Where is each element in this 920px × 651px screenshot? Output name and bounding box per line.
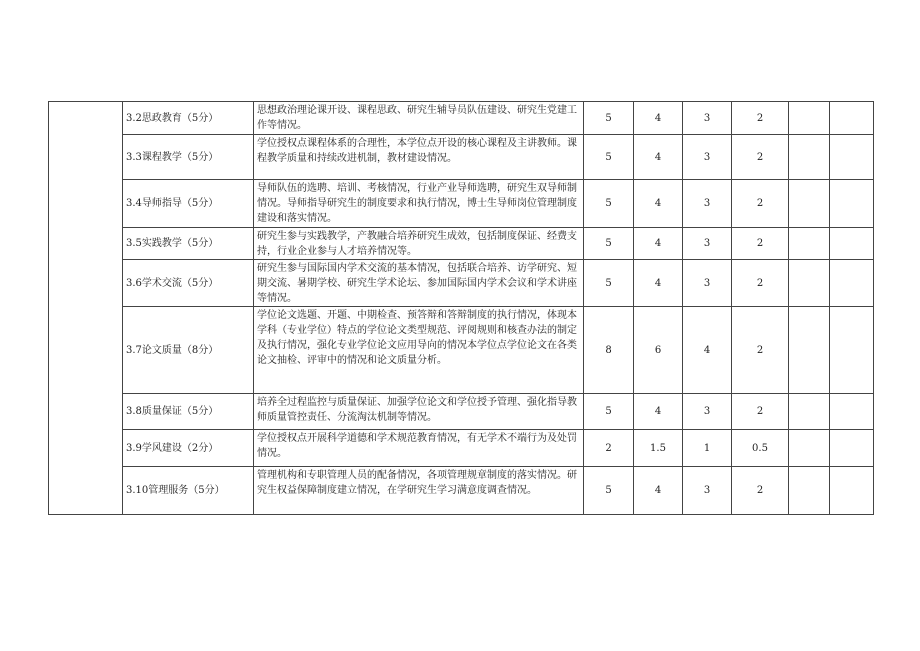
item-description: 学位论文选题、开题、中期检查、预答辩和答辩制度的执行情况，体现本学科（专业学位）特点的学位论文类型规范、评阅规则和核查办法的制定及执行情况，强化专业学位论文应用导向的情况本学位点学位论文在各类论文抽检、评审中的情况和论文质量分析。 [254,307,584,394]
score-level-4: 0.5 [732,430,789,467]
category-cell [49,102,123,515]
blank-cell [789,228,830,260]
score-level-1: 5 [584,102,634,135]
blank-cell [830,430,874,467]
score-level-2: 4 [634,467,683,515]
table-row [49,135,874,180]
blank-cell [789,135,830,180]
score-level-2: 4 [634,228,683,260]
score-level-4: 2 [732,135,789,180]
score-level-4: 2 [732,307,789,394]
score-level-1: 8 [584,307,634,394]
score-level-2: 4 [634,102,683,135]
item-name: 3.6学术交流（5分） [123,260,254,307]
blank-cell [830,180,874,228]
blank-cell [830,394,874,430]
score-level-3: 3 [683,135,732,180]
blank-cell [830,135,874,180]
blank-cell [789,180,830,228]
evaluation-table [48,101,874,515]
score-level-3: 4 [683,307,732,394]
item-description: 研究生参与实践教学，产教融合培养研究生成效，包括制度保证、经费支持，行业企业参与人才培养情况等。 [254,228,584,260]
score-level-1: 5 [584,394,634,430]
item-name: 3.7论文质量（8分） [123,307,254,394]
item-name: 3.8质量保证（5分） [123,394,254,430]
score-level-1: 5 [584,135,634,180]
blank-cell [830,260,874,307]
table-row [49,180,874,228]
blank-cell [789,394,830,430]
blank-cell [830,467,874,515]
score-level-4: 2 [732,228,789,260]
item-description: 导师队伍的选聘、培训、考核情况，行业产业导师选聘，研究生双导师制情况。导师指导研究生的制度要求和执行情况，博士生导师岗位管理制度建设和落实情况。 [254,180,584,228]
score-level-3: 3 [683,228,732,260]
score-level-3: 3 [683,394,732,430]
score-level-1: 2 [584,430,634,467]
table-row [49,307,874,394]
score-level-2: 4 [634,180,683,228]
blank-cell [789,430,830,467]
blank-cell [830,307,874,394]
blank-cell [830,228,874,260]
score-level-2: 1.5 [634,430,683,467]
blank-cell [830,102,874,135]
score-level-4: 2 [732,394,789,430]
blank-cell [789,102,830,135]
table-row [49,394,874,430]
score-level-4: 2 [732,260,789,307]
item-description: 思想政治理论课开设、课程思政、研究生辅导员队伍建设、研究生党建工作等情况。 [254,102,584,135]
score-level-3: 1 [683,430,732,467]
table-row [49,260,874,307]
blank-cell [789,260,830,307]
score-level-1: 5 [584,260,634,307]
score-level-3: 3 [683,260,732,307]
table-row [49,430,874,467]
score-level-4: 2 [732,102,789,135]
item-description: 管理机构和专职管理人员的配备情况，各项管理规章制度的落实情况。研究生权益保障制度建立情况，在学研究生学习满意度调查情况。 [254,467,584,515]
item-description: 学位授权点课程体系的合理性，本学位点开设的核心课程及主讲教师。课程教学质量和持续改进机制，教材建设情况。 [254,135,584,180]
item-name: 3.3课程教学（5分） [123,135,254,180]
score-level-2: 4 [634,260,683,307]
item-name: 3.4导师指导（5分） [123,180,254,228]
blank-cell [789,307,830,394]
score-level-3: 3 [683,102,732,135]
item-name: 3.9学风建设（2分） [123,430,254,467]
item-name: 3.10管理服务（5分） [123,467,254,515]
score-level-3: 3 [683,180,732,228]
table-row [49,228,874,260]
item-description: 研究生参与国际国内学术交流的基本情况，包括联合培养、访学研究、短期交流、暑期学校、研究生学术论坛、参加国际国内学术会议和学术讲座等情况。 [254,260,584,307]
score-level-2: 4 [634,135,683,180]
table-row [49,102,874,135]
item-name: 3.5实践教学（5分） [123,228,254,260]
score-level-4: 2 [732,467,789,515]
item-name: 3.2思政教育（5分） [123,102,254,135]
blank-cell [789,467,830,515]
score-level-2: 6 [634,307,683,394]
score-level-1: 5 [584,467,634,515]
score-level-1: 5 [584,228,634,260]
score-level-2: 4 [634,394,683,430]
score-level-3: 3 [683,467,732,515]
item-description: 学位授权点开展科学道德和学术规范教育情况，有无学术不端行为及处罚情况。 [254,430,584,467]
item-description: 培养全过程监控与质量保证、加强学位论文和学位授予管理、强化指导教师质量管控责任、分流淘汰机制等情况。 [254,394,584,430]
score-level-4: 2 [732,180,789,228]
score-level-1: 5 [584,180,634,228]
table-row [49,467,874,515]
